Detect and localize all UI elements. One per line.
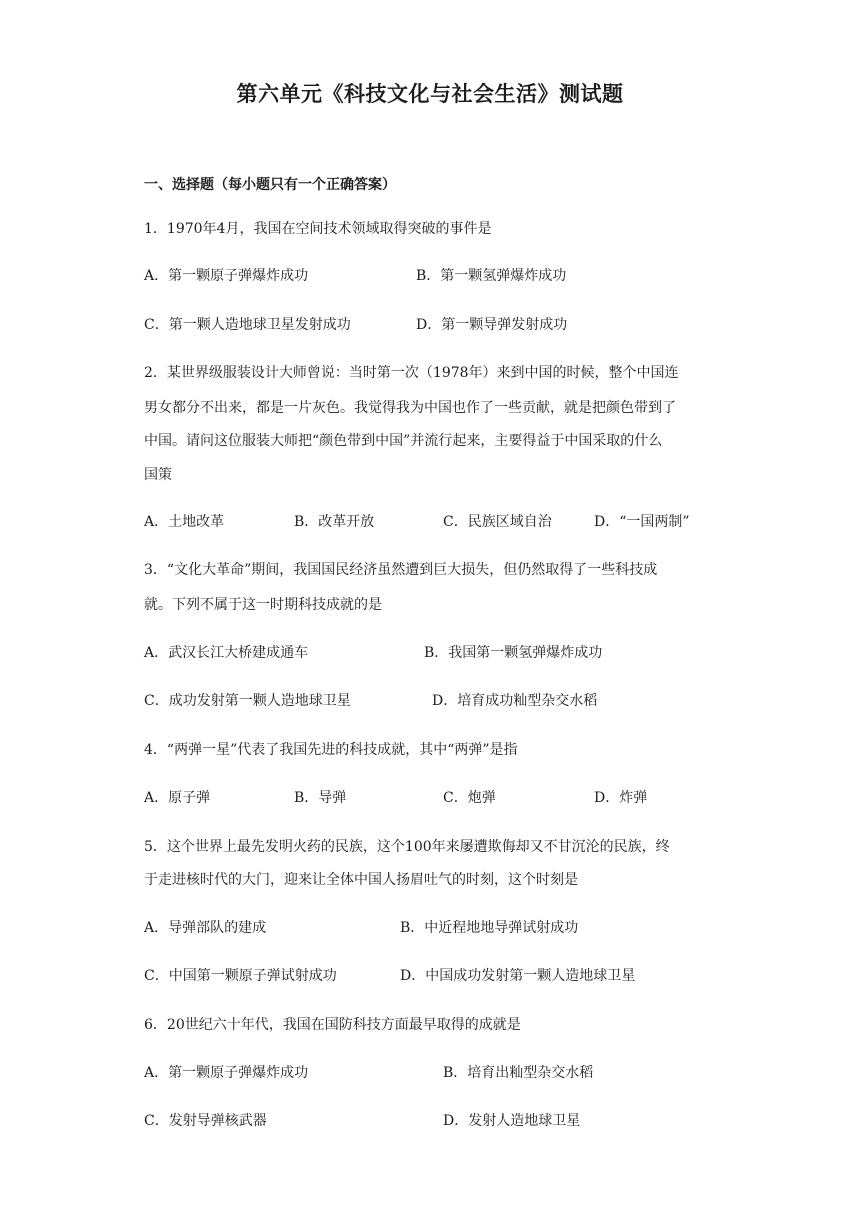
q6-option-d: D．发射人造地球卫星 [443,1113,581,1129]
question-2-stem-line-3: 中国。请问这位服装大师把“颜色带到中国”并流行起来，主要得益于中国采取的什么 [144,433,663,449]
question-3-stem-line-2: 就。下列不属于这一时期科技成就的是 [144,597,382,613]
question-4-stem: 4．“两弹一星”代表了我国先进的科技成就，其中“两弹”是指 [144,742,518,758]
q5-option-d: D．中国成功发射第一颗人造地球卫星 [400,968,636,984]
question-2-stem-line-1: 2．某世界级服装设计大师曾说：当时第一次（1978年）来到中国的时候，整个中国连 [144,365,679,381]
section-heading: 一、选择题（每小题只有一个正确答案） [144,177,396,193]
question-2-stem-line-2: 男女都分不出来，都是一片灰色。我觉得我为中国也作了一些贡献，就是把颜色带到了 [144,400,676,416]
q5-option-c: C．中国第一颗原子弹试射成功 [144,968,337,984]
q1-option-c: C．第一颗人造地球卫星发射成功 [144,317,351,333]
q6-option-b: B．培育出籼型杂交水稻 [443,1065,594,1081]
q3-option-d: D．培育成功籼型杂交水稻 [432,693,598,709]
q4-option-a: A．原子弹 [144,790,211,806]
question-1-stem: 1．1970年4月，我国在空间技术领域取得突破的事件是 [144,221,492,237]
q4-option-d: D．炸弹 [594,790,648,806]
question-3-stem-line-1: 3．“文化大革命”期间，我国国民经济虽然遭到巨大损失，但仍然取得了一些科技成 [144,562,658,578]
question-5-stem-line-2: 于走进核时代的大门，迎来让全体中国人扬眉吐气的时刻，这个时刻是 [144,872,578,888]
q3-option-b: B．我国第一颗氢弹爆炸成功 [424,645,603,661]
q2-option-c: C．民族区域自治 [443,514,552,530]
q5-option-b: B．中近程地地导弹试射成功 [400,920,579,936]
q4-option-c: C．炮弹 [443,790,496,806]
q4-option-b: B．导弹 [294,790,347,806]
q2-option-a: A．土地改革 [144,514,225,530]
q5-option-a: A．导弹部队的建成 [144,920,267,936]
q2-option-d: D．“一国两制” [594,514,690,530]
page-title: 第六单元《科技文化与社会生活》测试题 [236,82,624,106]
q6-option-c: C．发射导弹核武器 [144,1113,267,1129]
question-6-stem: 6．20世纪六十年代，我国在国防科技方面最早取得的成就是 [144,1017,521,1033]
q1-option-a: A．第一颗原子弹爆炸成功 [144,268,309,284]
question-2-stem-line-4: 国策 [144,467,172,483]
q2-option-b: B．改革开放 [294,514,375,530]
question-5-stem-line-1: 5．这个世界上最先发明火药的民族，这个100年来屡遭欺侮却又不甘沉沦的民族，终 [144,839,670,855]
q6-option-a: A．第一颗原子弹爆炸成功 [144,1065,309,1081]
q3-option-c: C．成功发射第一颗人造地球卫星 [144,693,351,709]
q3-option-a: A．武汉长江大桥建成通车 [144,645,309,661]
q1-option-d: D．第一颗导弹发射成功 [416,317,568,333]
q1-option-b: B．第一颗氢弹爆炸成功 [416,268,567,284]
